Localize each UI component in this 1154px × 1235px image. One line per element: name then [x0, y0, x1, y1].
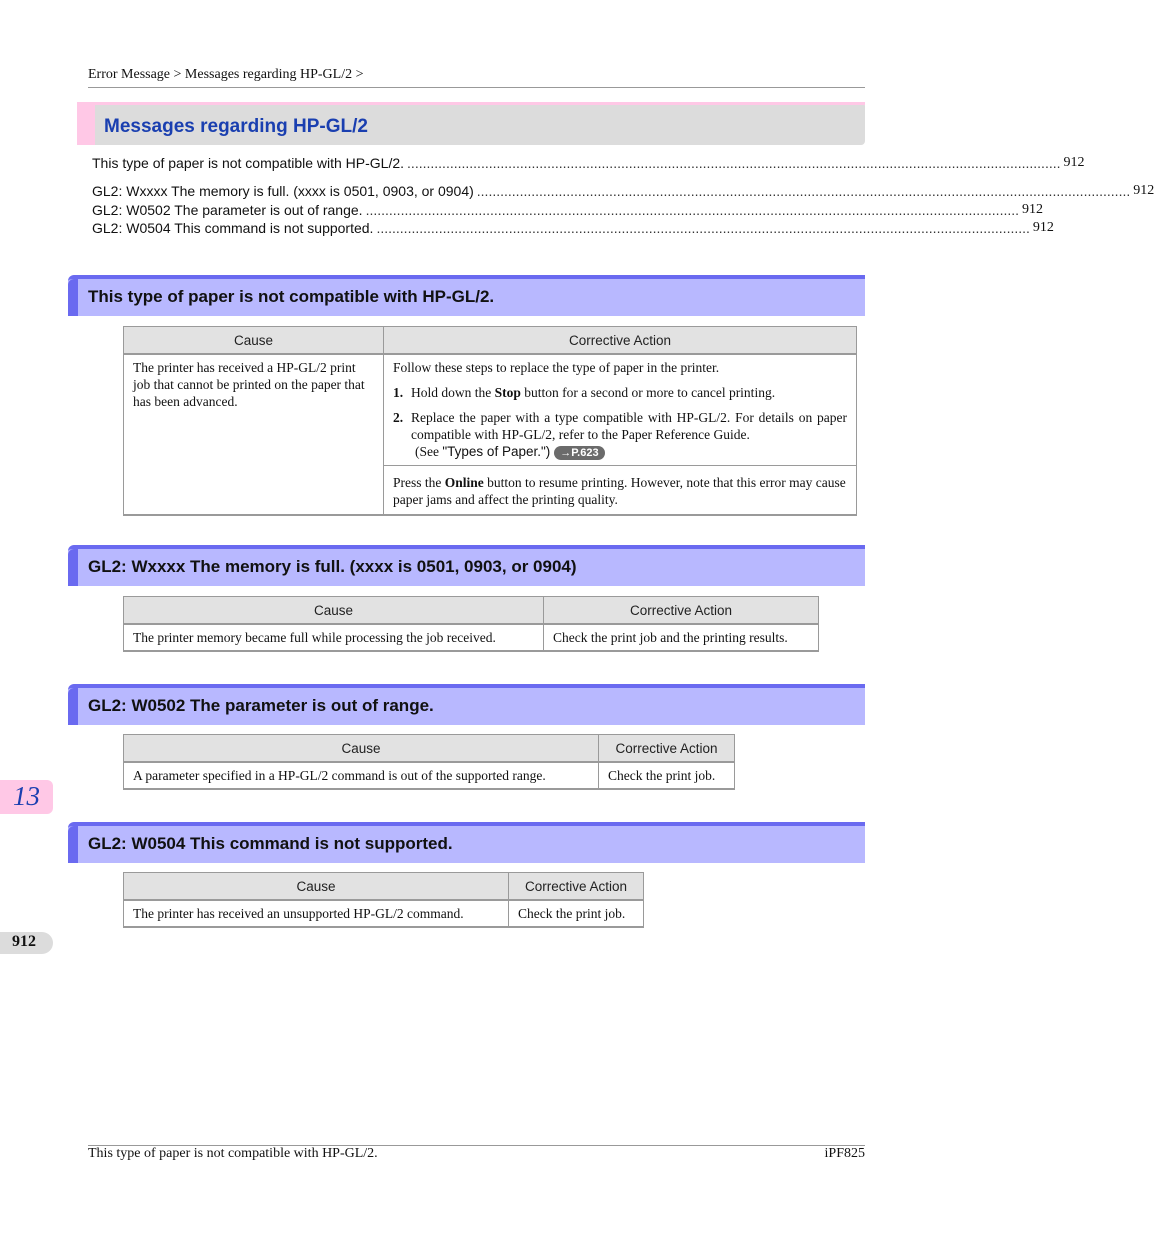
chapter-number: 13: [13, 781, 40, 811]
section-title: GL2: W0502 The parameter is out of range.: [88, 696, 434, 715]
toc-item-page: 912: [1022, 202, 1044, 217]
toc-item[interactable]: [92, 202, 1044, 218]
cause-cell: The printer memory became full while processing the job received.: [124, 624, 544, 651]
toc-item-page: 912: [1063, 155, 1085, 170]
section-title: GL2: Wxxxx The memory is full. (xxxx is 0501, 0903, or 0904): [88, 557, 577, 576]
step-number: 1.: [393, 385, 404, 400]
step-text: Hold down the: [411, 385, 495, 400]
action-text: Press the: [393, 475, 445, 490]
step-text: Replace the paper with a type compatible with HP-GL/2. For details on paper compatible with HP-GL/2, refer to the Paper Reference Guide.: [411, 410, 847, 442]
toc-leader: ........................................................................................................................................................................: [376, 220, 1030, 236]
toc-item[interactable]: [92, 220, 1054, 236]
toc-leader: ........................................................................................................................................................................: [407, 155, 1061, 171]
toc-item-label[interactable]: This type of paper is not compatible with HP-GL/2.: [92, 155, 405, 171]
action-cell: [384, 466, 857, 516]
action-cell: [384, 354, 857, 466]
toc-item-page: 912: [1032, 220, 1054, 235]
section-heading: [68, 545, 865, 586]
cause-cell: A parameter specified in a HP-GL/2 command is out of the supported range.: [124, 762, 599, 789]
action-cell: Check the print job.: [509, 900, 644, 927]
page-title-band: [77, 102, 865, 145]
types-of-paper-link[interactable]: "Types of Paper."): [442, 444, 551, 459]
page-title: Messages regarding HP-GL/2: [104, 116, 368, 137]
action-cell: Check the print job and the printing results.: [544, 624, 819, 651]
stop-button-label: Stop: [494, 385, 521, 400]
cause-header: Cause: [124, 735, 599, 763]
error-table: [123, 596, 819, 652]
footer-model-name: iPF825: [824, 1146, 865, 1161]
action-header: Corrective Action: [509, 873, 644, 901]
breadcrumb[interactable]: Error Message > Messages regarding HP-GL/2 >: [88, 67, 364, 82]
see-prefix: (See: [415, 444, 443, 459]
toc-item-label[interactable]: GL2: W0502 The parameter is out of range.: [92, 202, 363, 218]
toc-leader: ........................................................................................................................................................................: [476, 183, 1131, 199]
toc-item[interactable]: [92, 183, 1154, 199]
action-header: Corrective Action: [544, 597, 819, 625]
action-header: Corrective Action: [384, 327, 857, 355]
cause-header: Cause: [124, 873, 509, 901]
page-reference-badge[interactable]: →P.623: [554, 446, 604, 460]
toc-item-label[interactable]: GL2: Wxxxx The memory is full. (xxxx is 0501, 0903, or 0904): [92, 183, 474, 199]
footer-section-title: This type of paper is not compatible with HP-GL/2.: [88, 1146, 378, 1161]
toc-item-page: 912: [1133, 183, 1154, 198]
section-title: This type of paper is not compatible with HP-GL/2.: [88, 287, 495, 306]
online-button-label: Online: [444, 475, 484, 490]
section-heading: [68, 822, 865, 863]
page-number: 912: [12, 933, 36, 950]
action-cell: Check the print job.: [599, 762, 735, 789]
section-heading: [68, 684, 865, 725]
page-number-tab: [0, 932, 53, 954]
toc-item[interactable]: [92, 155, 1085, 171]
chapter-tab[interactable]: [0, 780, 53, 814]
section-title: GL2: W0504 This command is not supported.: [88, 834, 453, 853]
action-header: Corrective Action: [599, 735, 735, 763]
error-table: [123, 872, 644, 928]
error-table: [123, 734, 735, 790]
action-text: button to resume printing. However, note that this error may cause paper jams and affect the printing quality.: [393, 475, 846, 507]
step-number: 2.: [393, 410, 404, 425]
step-2: [393, 409, 847, 460]
cause-header: Cause: [124, 327, 384, 355]
step-1: [393, 384, 847, 401]
cause-cell: The printer has received an unsupported HP-GL/2 command.: [124, 900, 509, 927]
header-divider: [88, 87, 865, 88]
cause-header: Cause: [124, 597, 544, 625]
step-text: button for a second or more to cancel printing.: [520, 385, 776, 400]
cause-cell: The printer has received a HP-GL/2 print job that cannot be printed on the paper that has been advanced.: [124, 354, 384, 515]
toc-leader: ........................................................................................................................................................................: [365, 202, 1020, 218]
action-intro: Follow these steps to replace the type of paper in the printer.: [393, 360, 720, 375]
section-heading: [68, 275, 865, 316]
toc-item-label[interactable]: GL2: W0504 This command is not supported.: [92, 220, 374, 236]
error-table: [123, 326, 857, 516]
